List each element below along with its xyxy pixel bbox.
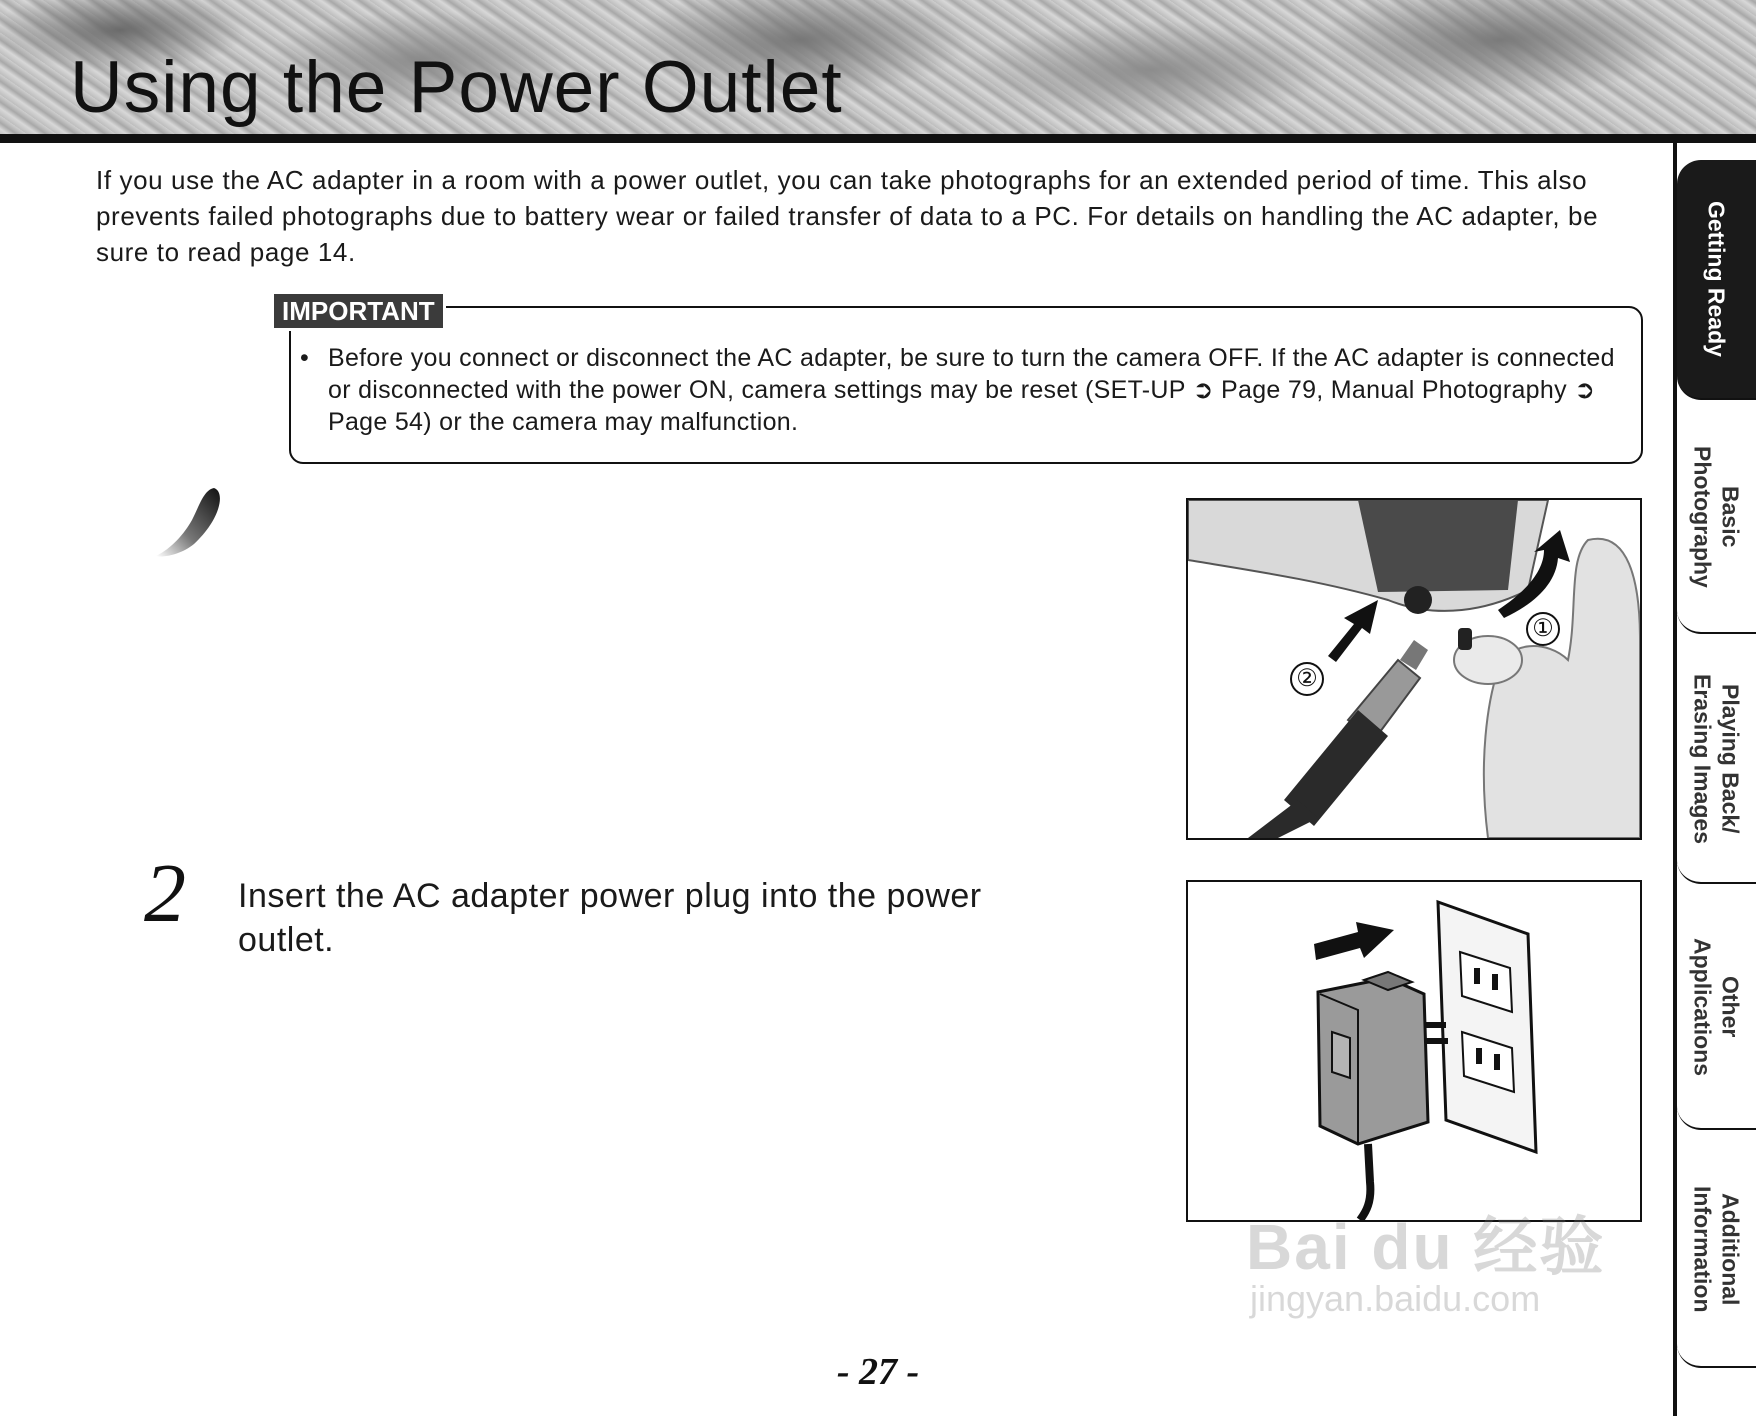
tab-getting-ready[interactable] (1677, 160, 1756, 400)
step-2-number: 2 (144, 847, 186, 940)
intro-paragraph: If you use the AC adapter in a room with a power outlet, you can take photographs for an extended period of time. This also prevents failed photographs due to battery wear or failed transfer of data to a PC. For details on handling the AC adapter, be sure to read page 14. (96, 165, 1599, 267)
bullet-dot: • (300, 344, 310, 372)
page-number: - 27 - (836, 1351, 920, 1393)
tab-label: Basic Photography (1689, 446, 1744, 588)
ac-adapter-outlet-drawing (1188, 882, 1640, 1220)
watermark-url: jingyan.baidu.com (1250, 1278, 1541, 1319)
header-rule (0, 134, 1756, 143)
important-text: Before you connect or disconnect the AC adapter, be sure to turn the camera OFF. If the AC adapter is connected or disconnected with the power ON, camera settings may be reset (SET-UP ➲ Page 79, Manual Photography ➲ Page 54) or the camera may malfunction. (328, 344, 1615, 436)
tab-label: Playing Back/ Erasing Images (1689, 673, 1744, 845)
callout-1: ① (1526, 612, 1560, 646)
step-1-marker-icon (154, 486, 224, 558)
baidu-watermark (1246, 1211, 1606, 1319)
tab-label: Getting Ready (1703, 201, 1730, 357)
important-note (300, 342, 1630, 438)
tab-label: Additional Information (1689, 1185, 1744, 1313)
ac-adapter-outlet-illustration (1186, 880, 1642, 1222)
tab-other-applications[interactable] (1677, 886, 1756, 1130)
camera-plug-illustration (1186, 498, 1642, 840)
tab-basic-photography[interactable] (1677, 402, 1756, 634)
tab-additional-information[interactable] (1677, 1132, 1756, 1368)
step-2-instruction: Insert the AC adapter power plug into the power outlet. (238, 877, 982, 959)
watermark-logo-text: Bai du 经验 (1246, 1211, 1606, 1283)
important-label: IMPORTANT (274, 294, 443, 328)
page-title: Using the Power Outlet (70, 47, 843, 128)
tab-label: Other Applications (1689, 937, 1744, 1076)
callout-2: ② (1290, 662, 1324, 696)
tab-playing-back-erasing-images[interactable] (1677, 636, 1756, 884)
camera-plug-drawing (1188, 500, 1640, 838)
